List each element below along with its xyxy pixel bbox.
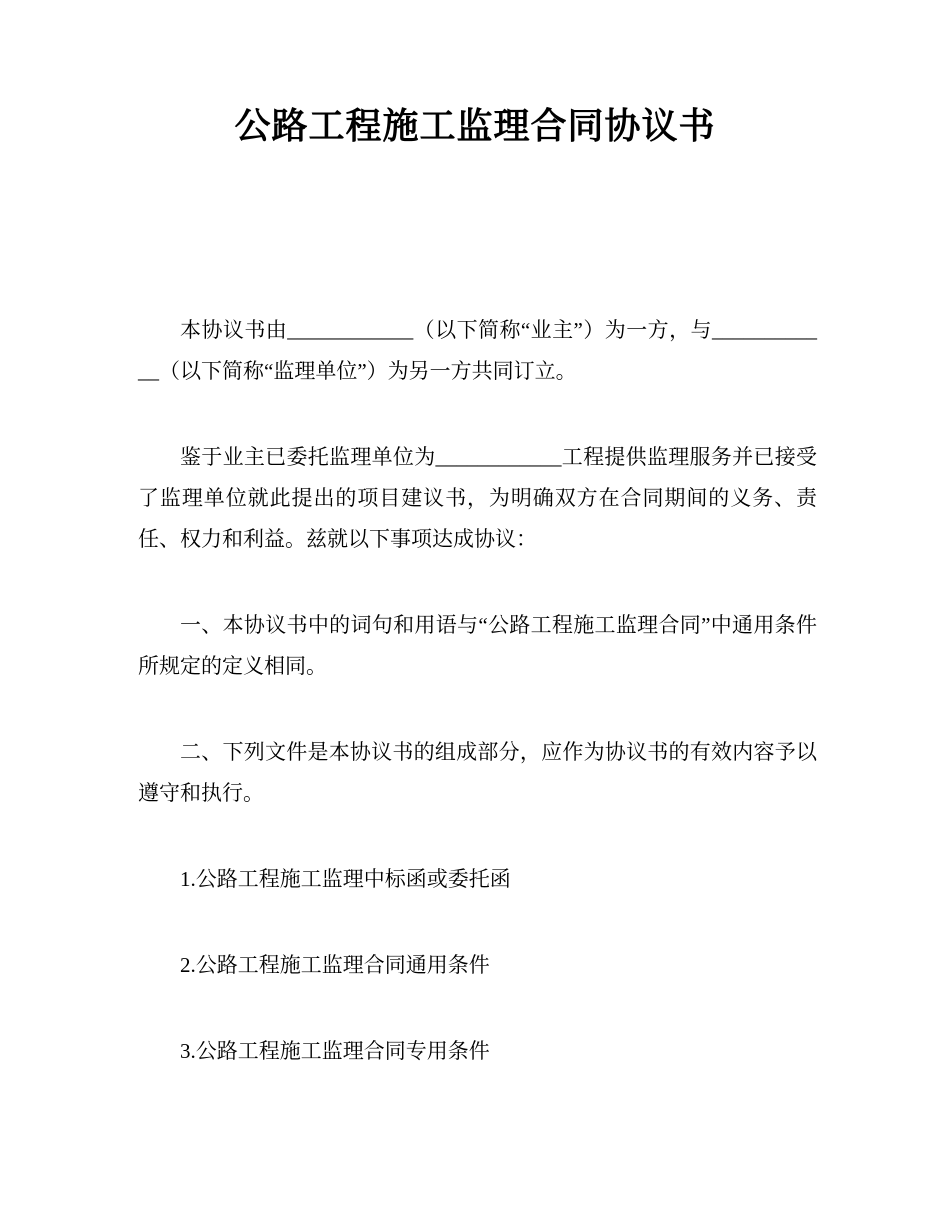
document-title: 公路工程施工监理合同协议书 — [234, 106, 716, 147]
clause-two-component-documents: 二、下列文件是本协议书的组成部分，应作为协议书的有效内容予以遵守和执行。 — [138, 740, 817, 805]
paragraph-recitals: 鉴于业主已委托监理单位为____________工程提供监理服务并已接受了监理单位就此提出的项目建议书，为明确双方在合同期间的义务、责任、权力和利益。兹就以下事项达成协议： — [138, 445, 817, 551]
component-document-item-2: 2.公路工程施工监理合同通用条件 — [180, 953, 490, 977]
clause-one-definitions: 一、本协议书中的词句和用语与“公路工程施工监理合同”中通用条件所规定的定义相同。 — [138, 613, 817, 678]
component-document-item-1: 1.公路工程施工监理中标函或委托函 — [180, 867, 511, 891]
component-document-item-3: 3.公路工程施工监理合同专用条件 — [180, 1039, 490, 1063]
document-body — [138, 310, 817, 1072]
paragraph-parties: 本协议书由____________（以下简称“业主”）为一方，与____________（以下简称“监理单位”）为另一方共同订立。 — [138, 318, 817, 383]
